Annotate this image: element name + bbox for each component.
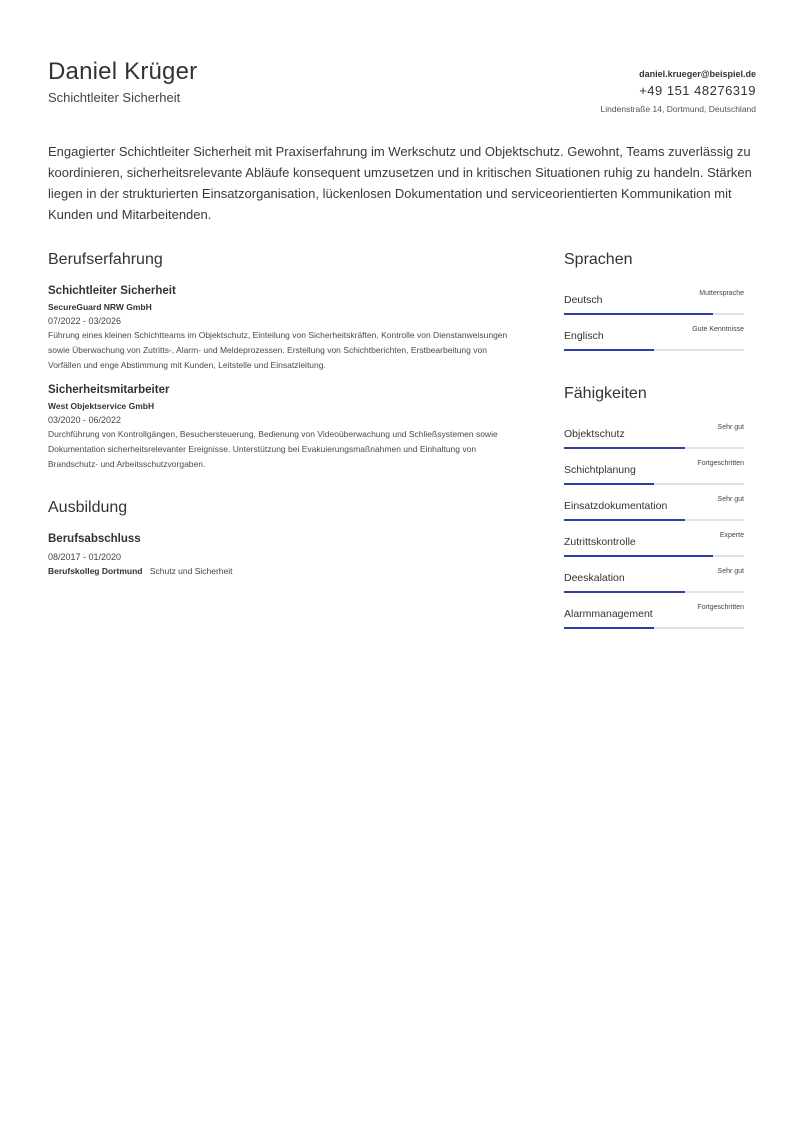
job-title: Schichtleiter Sicherheit — [48, 285, 176, 297]
profile-summary: Engagierter Schichtleiter Sicherheit mit Praxiserfahrung im Werkschutz und Objektschutz. Gewohnt, Teams zuverlässig zu koordinieren, sicherheitsrelevante Abläufe konsequent umzusetzen und in kritischen Situationen ruhig zu handeln. Stärken liegen in der strukturierten Einsatzorganisation, lückenlosen Dokumentation und serviceorientierten Kommunikation mit Kunden und Mitarbeitenden. — [48, 144, 752, 222]
skill-row — [564, 601, 744, 637]
section-spacer — [564, 359, 744, 385]
skill-level: Sehr gut — [717, 496, 744, 503]
language-name: Deutsch — [564, 294, 603, 306]
education-dates: 08/2017 - 01/2020 — [48, 552, 122, 562]
side-column — [564, 251, 744, 637]
skill-level-track — [564, 591, 744, 593]
contact-email[interactable]: daniel.krueger@beispiel.de — [639, 69, 756, 79]
skill-row — [564, 493, 744, 529]
skill-level: Fortgeschritten — [697, 604, 744, 611]
skill-level-track — [564, 519, 744, 521]
skill-level-fill — [564, 627, 654, 629]
education-school: Berufskolleg Dortmund — [48, 566, 143, 576]
skill-level: Sehr gut — [717, 568, 744, 575]
job-entry — [48, 382, 508, 472]
education-title: Berufsabschluss — [48, 533, 141, 545]
education-field: Schutz und Sicherheit — [149, 566, 233, 576]
languages-list — [564, 287, 744, 359]
language-name: Englisch — [564, 330, 604, 342]
education-heading: Ausbildung — [48, 499, 128, 516]
skill-level: Experte — [719, 532, 744, 539]
skill-level-fill — [564, 519, 685, 521]
skill-name: Zutrittskontrolle — [564, 536, 636, 548]
skill-level-fill — [564, 483, 654, 485]
language-level: Muttersprache — [699, 290, 744, 297]
skills-list — [564, 421, 744, 637]
job-title: Sicherheitsmitarbeiter — [48, 384, 170, 396]
language-level-fill — [564, 313, 713, 315]
main-column — [48, 251, 508, 578]
job-description: Durchführung von Kontrollgängen, Besuchersteuerung, Bedienung von Videoüberwachung und Schließsystemen sowie Dokumentation sicherheitsrelevanter Ereignisse. Unterstützung bei Evakuierungsmaßnahmen und Einhaltung von Brandschutz- und Arbeitsschutzvorgaben. — [48, 429, 498, 469]
skills-heading: Fähigkeiten — [564, 385, 647, 402]
resume-header — [48, 58, 756, 118]
language-level-track — [564, 349, 744, 351]
skill-level-fill — [564, 591, 685, 593]
skill-row — [564, 421, 744, 457]
skill-name: Alarmmanagement — [564, 608, 653, 620]
language-row — [564, 323, 744, 359]
candidate-role: Schichtleiter Sicherheit — [48, 90, 181, 105]
skill-level-track — [564, 555, 744, 557]
skill-row — [564, 457, 744, 493]
skill-row — [564, 565, 744, 601]
skill-name: Objektschutz — [564, 428, 625, 440]
job-company: West Objektservice GmbH — [48, 401, 155, 411]
job-description: Führung eines kleinen Schichtteams im Objektschutz, Einteilung von Sicherheitskräften, Kontrolle von Dienstanweisungen sowie Überwachung von Zutritts-, Alarm- und Meldeprozessen. Erstellung von Schichtberichten, Erstbearbeitung von Vorfällen und enge Abstimmung mit Kunden, Leitstelle und Einsatzleitung. — [48, 330, 508, 370]
skill-level: Sehr gut — [717, 424, 744, 431]
education-entry — [48, 531, 508, 578]
job-dates: 07/2022 - 03/2026 — [48, 316, 122, 326]
skill-name: Einsatzdokumentation — [564, 500, 668, 512]
skill-row — [564, 529, 744, 565]
language-level: Gute Kenntnisse — [692, 326, 744, 333]
job-dates: 03/2020 - 06/2022 — [48, 415, 122, 425]
skill-name: Schichtplanung — [564, 464, 636, 476]
skill-level-track — [564, 627, 744, 629]
experience-heading: Berufserfahrung — [48, 251, 163, 268]
language-level-fill — [564, 349, 654, 351]
contact-phone[interactable]: +49 151 48276319 — [639, 83, 756, 98]
language-row — [564, 287, 744, 323]
education-institution-line — [48, 564, 508, 578]
section-spacer — [48, 481, 508, 499]
skill-level-fill — [564, 447, 685, 449]
skill-level: Fortgeschritten — [697, 460, 744, 467]
job-entry — [48, 283, 508, 373]
skill-level-fill — [564, 555, 713, 557]
job-company: SecureGuard NRW GmbH — [48, 302, 152, 312]
candidate-name: Daniel Krüger — [48, 58, 198, 85]
contact-block — [601, 68, 756, 115]
skill-name: Deeskalation — [564, 572, 625, 584]
language-level-track — [564, 313, 744, 315]
skill-level-track — [564, 483, 744, 485]
languages-heading: Sprachen — [564, 251, 633, 268]
contact-address: Lindenstraße 14, Dortmund, Deutschland — [600, 104, 756, 114]
skill-level-track — [564, 447, 744, 449]
